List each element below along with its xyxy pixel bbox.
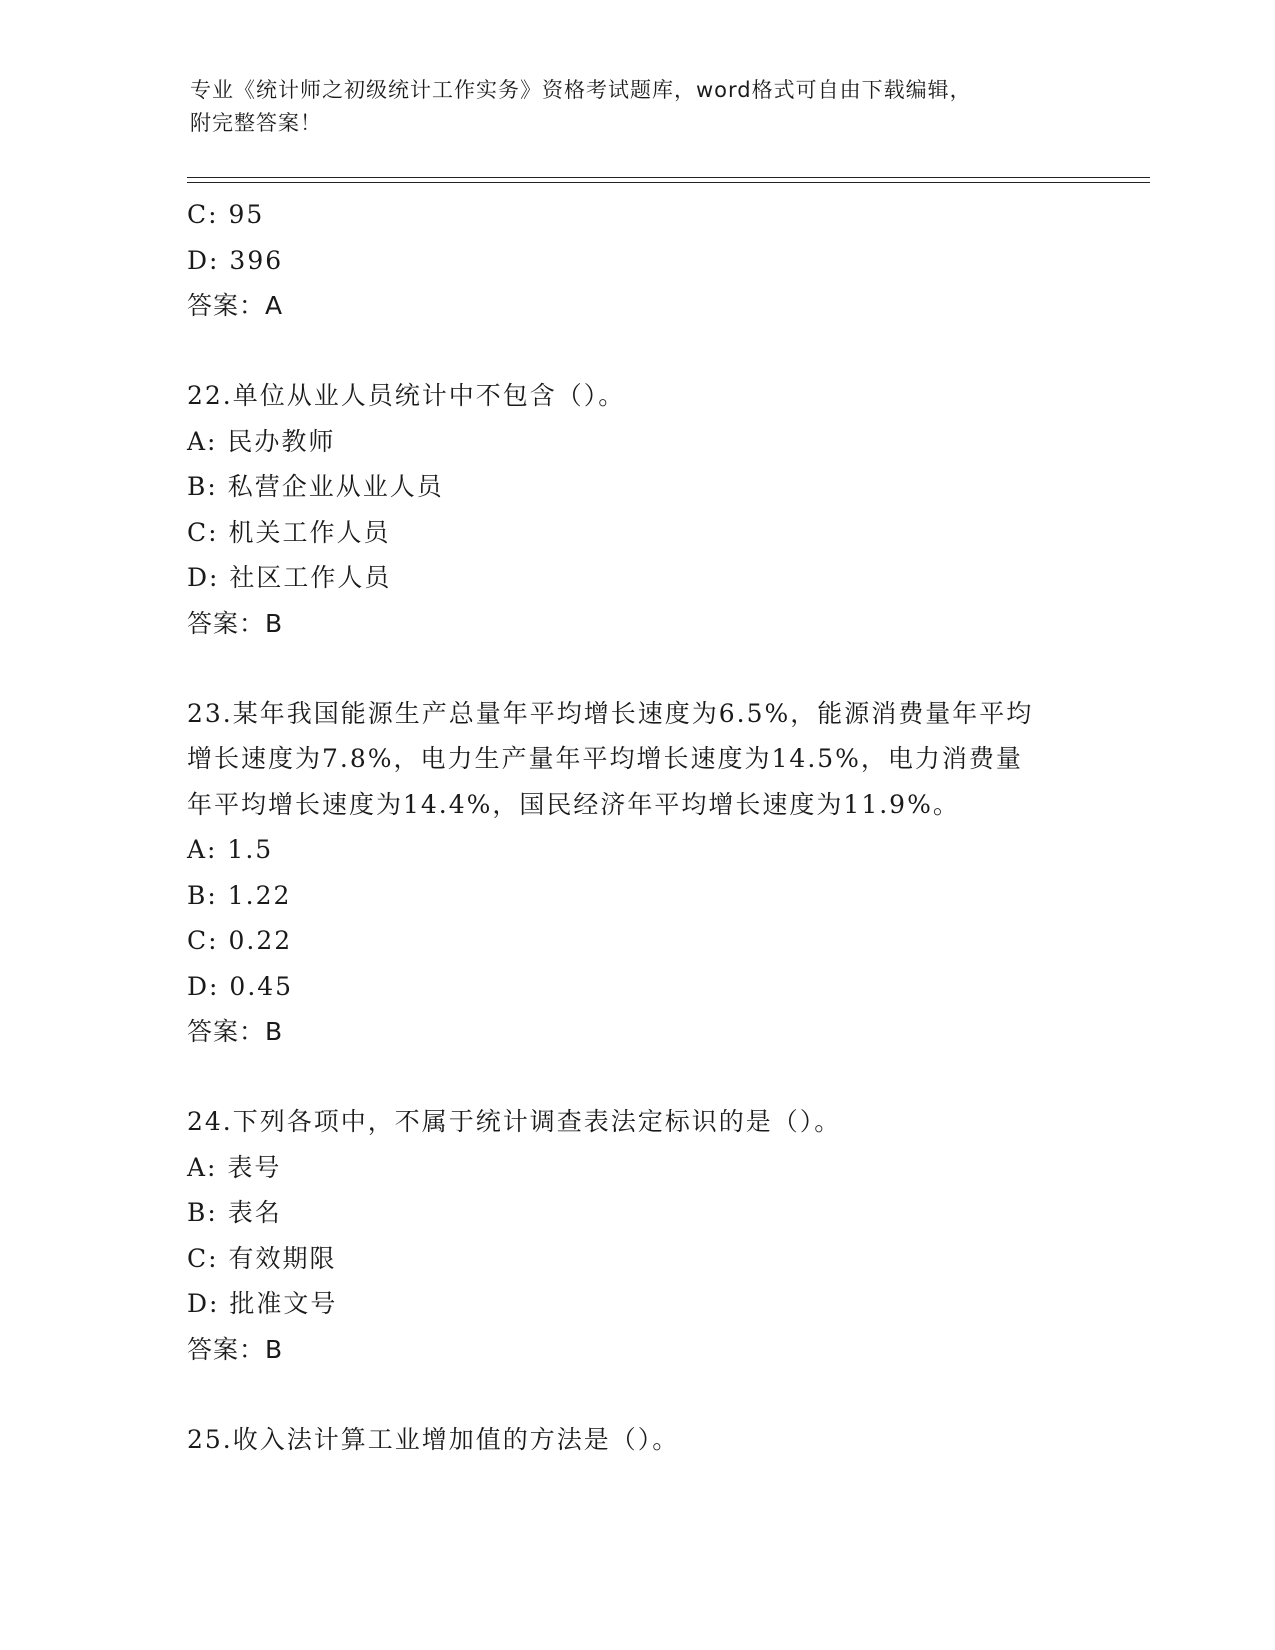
answer-label: 答案：B (187, 608, 284, 638)
question-25 (187, 1417, 1087, 1463)
option-c: C: 95 (187, 200, 265, 229)
option-a: A: 民办教师 (187, 426, 336, 456)
question-text: 22.单位从业人员统计中不包含（）。 (187, 381, 626, 410)
answer-label: 答案：A (187, 291, 284, 320)
question-22 (187, 373, 1087, 647)
question-text: 25.收入法计算工业增加值的方法是（）。 (187, 1424, 680, 1454)
option-b: B: 私营企业从业人员 (187, 472, 444, 501)
option-a: A: 表号 (187, 1152, 282, 1182)
option-c: C: 有效期限 (187, 1243, 337, 1273)
header-rule-top (187, 177, 1150, 178)
option-d: D: 社区工作人员 (187, 563, 392, 592)
option-d: D: 批准文号 (187, 1289, 338, 1318)
document-body (187, 192, 1087, 1462)
option-c: C: 0.22 (187, 926, 293, 955)
answer-label: 答案：B (187, 1017, 284, 1046)
question-text-line-1: 23.某年我国能源生产总量年平均增长速度为6.5%，能源消费量年平均 (187, 698, 1034, 728)
question-text-line-2: 增长速度为7.8%，电力生产量年平均增长速度为14.5%，电力消费量 (187, 744, 1023, 773)
document-header (190, 74, 1090, 140)
option-b: B: 表名 (187, 1198, 282, 1227)
header-line-1: 专业《统计师之初级统计工作实务》资格考试题库，word格式可自由下载编辑， (190, 78, 972, 102)
option-c: C: 机关工作人员 (187, 517, 391, 547)
question-24 (187, 1099, 1087, 1373)
option-d: D: 396 (187, 245, 284, 275)
option-d: D: 0.45 (187, 971, 294, 1001)
question-21-tail (187, 192, 1087, 329)
header-rule-bottom (187, 182, 1150, 183)
answer-label: 答案：B (187, 1334, 284, 1364)
option-a: A: 1.5 (187, 835, 274, 864)
question-text: 24.下列各项中，不属于统计调查表法定标识的是（）。 (187, 1107, 842, 1136)
question-23 (187, 691, 1087, 1056)
question-text-line-3: 年平均增长速度为14.4%，国民经济年平均增长速度为11.9%。 (187, 789, 960, 819)
option-b: B: 1.22 (187, 880, 292, 910)
header-line-2: 附完整答案！ (190, 111, 322, 135)
